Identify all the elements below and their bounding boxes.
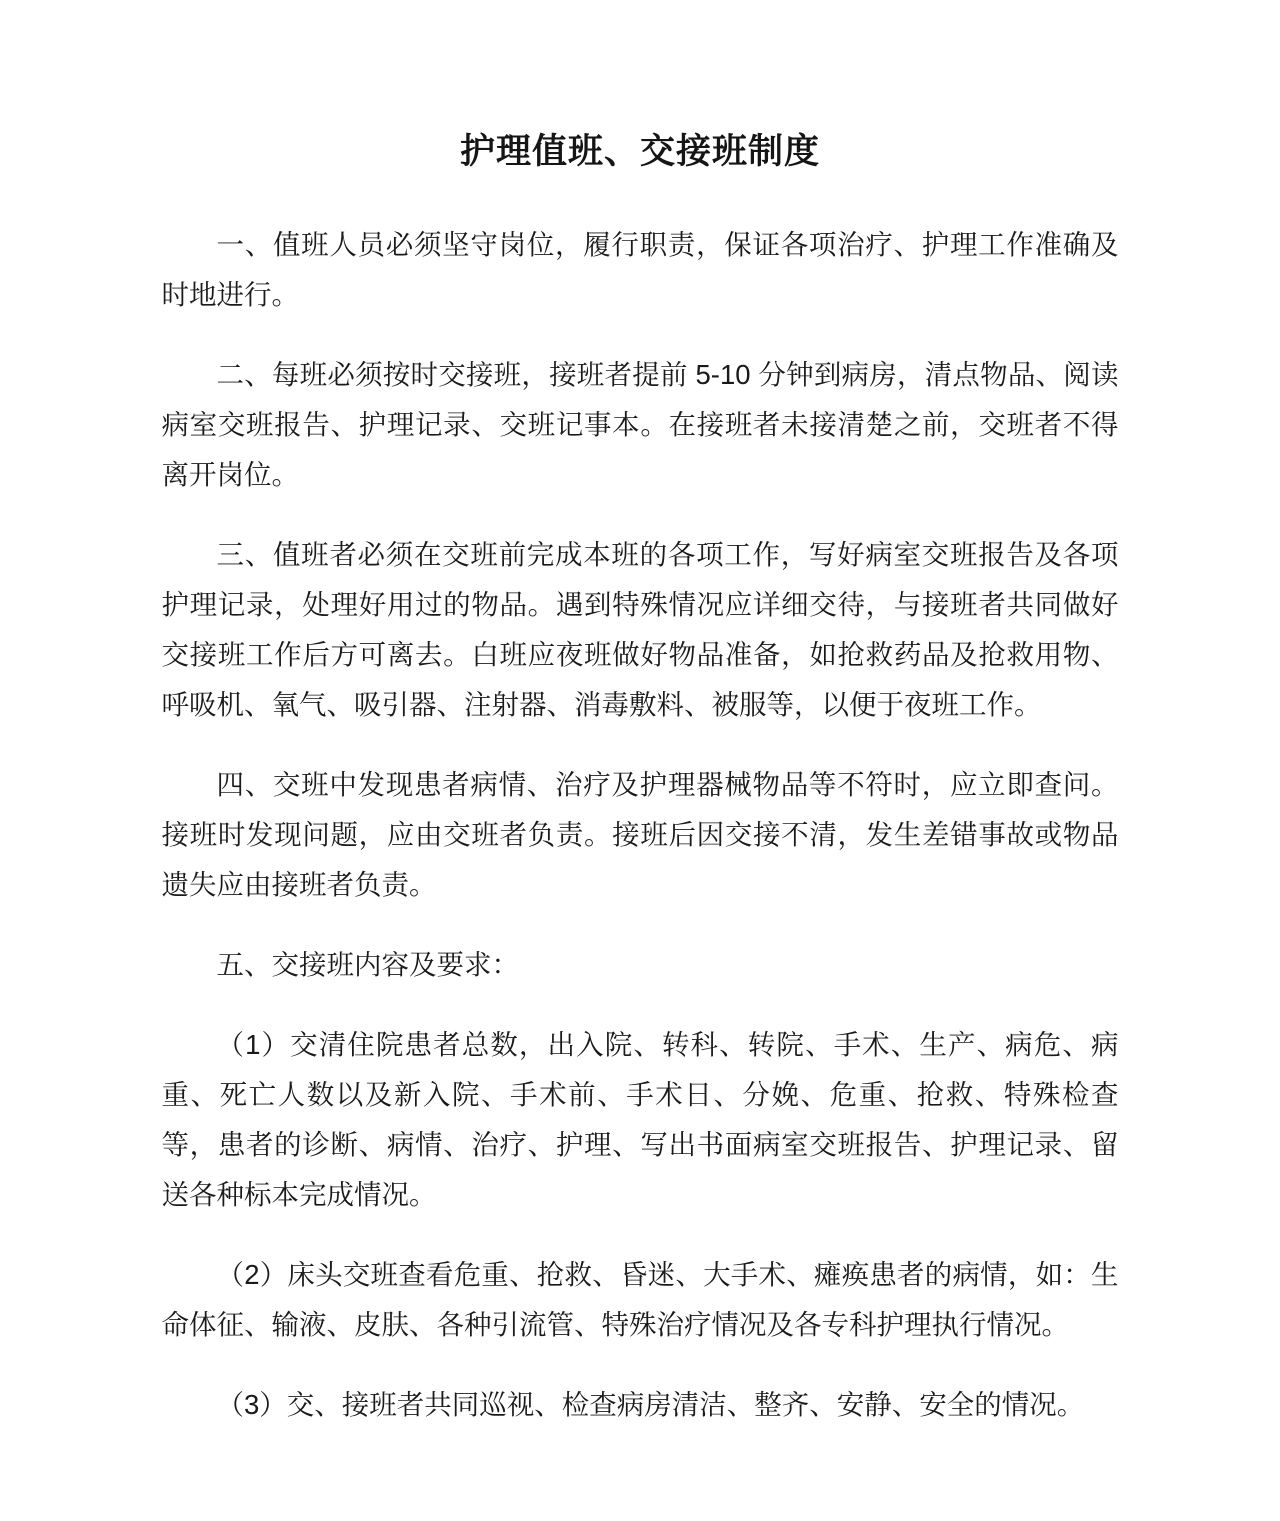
paragraph-item-1: （1）交清住院患者总数，出入院、转科、转院、手术、生产、病危、病重、死亡人数以及新入院、手术前、手术日、分娩、危重、抢救、特殊检查等，患者的诊断、病情、治疗、护理、写出书面病室交班报告、护理记录、留送各种标本完成情况。 <box>161 1028 1119 1210</box>
paragraph-article-3: 三、值班者必须在交班前完成本班的各项工作，写好病室交班报告及各项护理记录，处理好用过的物品。遇到特殊情况应详细交待，与接班者共同做好交接班工作后方可离去。白班应夜班做好物品准备，如抢救药品及抢救用物、呼吸机、氧气、吸引器、注射器、消毒敷料、被服等，以便于夜班工作。 <box>161 538 1119 720</box>
page-title: 护理值班、交接班制度 <box>459 132 820 171</box>
paragraph-article-1: 一、值班人员必须坚守岗位，履行职责，保证各项治疗、护理工作准确及时地进行。 <box>161 228 1119 310</box>
document-body <box>162 174 1119 1430</box>
paragraph-article-4: 四、交班中发现患者病情、治疗及护理器械物品等不符时，应立即查问。接班时发现问题，应由交班者负责。接班后因交接不清，发生差错事故或物品遗失应由接班者负责。 <box>161 768 1119 900</box>
paragraph-item-3: （3）交、接班者共同巡视、检查病房清洁、整齐、安静、安全的情况。 <box>216 1388 1085 1420</box>
paragraph-article-5: 五、交接班内容及要求： <box>216 948 519 980</box>
paragraph-item-2: （2）床头交班查看危重、抢救、昏迷、大手术、瘫痪患者的病情，如：生命体征、输液、皮肤、各种引流管、特殊治疗情况及各专科护理执行情况。 <box>161 1258 1119 1340</box>
paragraph-article-2: 二、每班必须按时交接班，接班者提前 5-10 分钟到病房，清点物品、阅读病室交班报告、护理记录、交班记事本。在接班者未接清楚之前，交班者不得离开岗位。 <box>161 358 1119 490</box>
